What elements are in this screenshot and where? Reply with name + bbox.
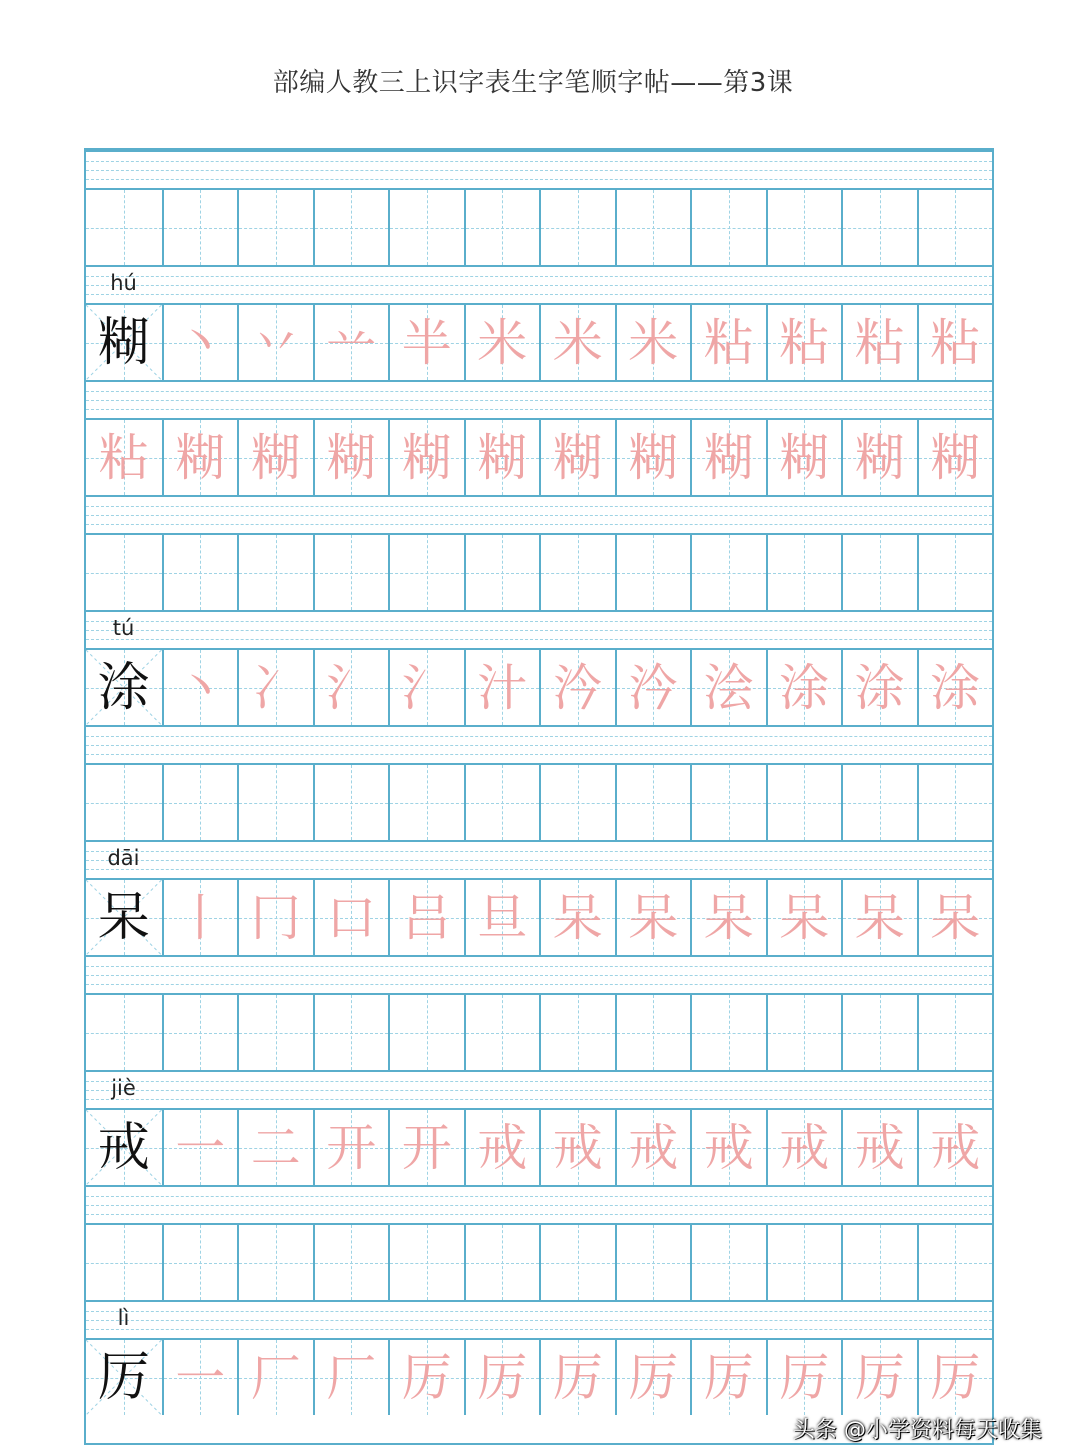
stroke-step: 丨	[175, 888, 226, 947]
practice-cell	[539, 305, 615, 380]
practice-cell	[388, 305, 464, 380]
stroke-step: 米	[552, 313, 603, 372]
model-character-cell	[86, 650, 162, 725]
stroke-step: 呆	[552, 888, 603, 947]
stroke-step: 糊	[326, 428, 377, 487]
practice-cell	[841, 1110, 917, 1185]
practice-cell	[539, 1110, 615, 1185]
practice-cell	[313, 190, 389, 265]
practice-cell	[313, 650, 389, 725]
blank-band	[86, 955, 992, 993]
practice-cell	[615, 535, 691, 610]
practice-cell	[162, 765, 238, 840]
stroke-step: 一	[175, 1118, 226, 1177]
stroke-step: 厉	[779, 1348, 830, 1407]
practice-cell	[237, 995, 313, 1070]
practice-cell	[464, 1340, 540, 1415]
practice-cell	[388, 650, 464, 725]
stroke-step: 厉	[477, 1348, 528, 1407]
practice-cell	[162, 995, 238, 1070]
practice-cell	[388, 880, 464, 955]
practice-cell	[237, 1110, 313, 1185]
stroke-step: 厉	[552, 1348, 603, 1407]
stroke-step: 戒	[628, 1118, 679, 1177]
stroke-step: 厉	[930, 1348, 981, 1407]
practice-cell	[313, 305, 389, 380]
practice-cell	[388, 995, 464, 1070]
practice-cell	[766, 995, 842, 1070]
practice-cell	[237, 190, 313, 265]
stroke-step: 粘	[98, 428, 149, 487]
stroke-step: 丶	[175, 313, 226, 372]
stroke-step: 戒	[854, 1118, 905, 1177]
blank-band	[86, 1185, 992, 1223]
stroke-step: 汵	[552, 658, 603, 717]
model-character: 涂	[97, 657, 150, 718]
practice-cell	[539, 880, 615, 955]
model-character: 戒	[97, 1117, 150, 1178]
practice-cell	[917, 1225, 993, 1300]
practice-cell	[690, 1225, 766, 1300]
stroke-step: 开	[401, 1118, 452, 1177]
model-character-cell	[86, 880, 162, 955]
pinyin-label: dāi	[107, 846, 140, 870]
model-character: 糊	[97, 312, 150, 373]
practice-cell	[162, 420, 238, 495]
practice-cell	[388, 190, 464, 265]
stroke-step: 旦	[477, 888, 528, 947]
stroke-step: 糊	[854, 428, 905, 487]
stroke-step: 糊	[628, 428, 679, 487]
practice-cell	[464, 535, 540, 610]
practice-cell	[539, 1340, 615, 1415]
model-character: 呆	[97, 887, 150, 948]
stroke-step: 呆	[703, 888, 754, 947]
practice-cell	[766, 190, 842, 265]
watermark	[793, 1413, 1042, 1444]
stroke-step: 糊	[250, 428, 301, 487]
practice-cell	[464, 765, 540, 840]
practice-cell	[162, 305, 238, 380]
page-title: 部编人教三上识字表生字笔顺字帖——第3课	[272, 68, 794, 98]
stroke-step: 丷	[250, 313, 301, 372]
practice-cell	[237, 305, 313, 380]
practice-cell	[766, 765, 842, 840]
practice-cell	[464, 995, 540, 1070]
practice-cell	[162, 1340, 238, 1415]
practice-cell	[464, 880, 540, 955]
practice-cell	[615, 880, 691, 955]
practice-cell	[237, 1340, 313, 1415]
stroke-order-row	[86, 648, 992, 725]
practice-cell	[841, 1340, 917, 1415]
practice-cell	[917, 995, 993, 1070]
practice-cell	[766, 420, 842, 495]
practice-cell	[690, 420, 766, 495]
practice-cell	[86, 535, 162, 610]
practice-cell	[615, 190, 691, 265]
blank-practice-row	[86, 188, 992, 265]
stroke-step: 呆	[628, 888, 679, 947]
practice-cell	[539, 650, 615, 725]
practice-cell	[464, 1225, 540, 1300]
stroke-step: 粘	[703, 313, 754, 372]
stroke-order-row	[86, 303, 992, 380]
stroke-step: 粘	[930, 313, 981, 372]
pinyin-label: hú	[110, 271, 137, 295]
practice-cell	[162, 190, 238, 265]
practice-cell	[539, 420, 615, 495]
practice-cell	[615, 765, 691, 840]
stroke-step: 戒	[552, 1118, 603, 1177]
practice-cell	[388, 535, 464, 610]
practice-cell	[766, 650, 842, 725]
practice-cell	[86, 995, 162, 1070]
stroke-step: 汵	[628, 658, 679, 717]
practice-cell	[388, 765, 464, 840]
stroke-step: 氵	[401, 658, 452, 717]
stroke-step: 涂	[854, 658, 905, 717]
watermark-text: 头条 @小学资料每天收集	[793, 1418, 1042, 1443]
stroke-step: 厉	[628, 1348, 679, 1407]
practice-cell	[841, 305, 917, 380]
practice-cell	[313, 1340, 389, 1415]
practice-cell	[841, 765, 917, 840]
stroke-step: 戒	[703, 1118, 754, 1177]
pinyin-band	[86, 840, 992, 878]
pinyin-label: jiè	[111, 1076, 136, 1100]
practice-cell	[313, 1110, 389, 1185]
practice-cell	[539, 995, 615, 1070]
practice-cell	[162, 1110, 238, 1185]
practice-cell	[766, 880, 842, 955]
stroke-step: 呆	[854, 888, 905, 947]
stroke-step: 汁	[477, 658, 528, 717]
practice-cell	[237, 535, 313, 610]
practice-cell	[162, 880, 238, 955]
practice-cell	[162, 1225, 238, 1300]
pinyin-band	[86, 1300, 992, 1338]
practice-grid	[84, 148, 994, 1445]
practice-cell	[539, 190, 615, 265]
blank-band	[86, 150, 992, 188]
practice-cell	[464, 305, 540, 380]
stroke-step: 开	[326, 1118, 377, 1177]
stroke-step: 吕	[401, 888, 452, 947]
practice-cell	[237, 1225, 313, 1300]
stroke-step: 糊	[401, 428, 452, 487]
blank-band	[86, 380, 992, 418]
practice-cell	[313, 420, 389, 495]
practice-cell	[615, 650, 691, 725]
practice-cell	[690, 765, 766, 840]
stroke-step: 糊	[779, 428, 830, 487]
practice-cell	[388, 1225, 464, 1300]
stroke-step: 戒	[930, 1118, 981, 1177]
stroke-step: 糊	[703, 428, 754, 487]
stroke-step: 糊	[477, 428, 528, 487]
practice-cell	[237, 880, 313, 955]
stroke-step: 厂	[326, 1348, 377, 1407]
practice-cell	[615, 995, 691, 1070]
practice-cell	[539, 535, 615, 610]
practice-cell	[388, 1340, 464, 1415]
stroke-step: 戒	[477, 1118, 528, 1177]
practice-cell	[388, 420, 464, 495]
practice-cell	[766, 305, 842, 380]
practice-cell	[766, 1110, 842, 1185]
practice-cell	[917, 420, 993, 495]
stroke-order-row	[86, 1338, 992, 1415]
practice-cell	[841, 650, 917, 725]
practice-cell	[313, 995, 389, 1070]
stroke-order-row	[86, 878, 992, 955]
practice-cell	[917, 880, 993, 955]
practice-cell	[615, 1340, 691, 1415]
stroke-step: 糊	[175, 428, 226, 487]
blank-practice-row	[86, 1223, 992, 1300]
practice-cell	[86, 420, 162, 495]
practice-cell	[539, 1225, 615, 1300]
practice-cell	[313, 535, 389, 610]
pinyin-band	[86, 265, 992, 303]
practice-cell	[766, 1225, 842, 1300]
stroke-step: 厉	[703, 1348, 754, 1407]
practice-cell	[464, 190, 540, 265]
practice-cell	[615, 420, 691, 495]
blank-practice-row	[86, 993, 992, 1070]
practice-cell	[690, 995, 766, 1070]
stroke-step: 浍	[703, 658, 754, 717]
practice-cell	[766, 535, 842, 610]
practice-cell	[690, 1110, 766, 1185]
stroke-order-row-continued	[86, 418, 992, 495]
stroke-step: 米	[628, 313, 679, 372]
stroke-step: 涂	[779, 658, 830, 717]
stroke-step: 冫	[250, 658, 301, 717]
stroke-step: 䒑	[326, 313, 377, 372]
practice-cell	[917, 1110, 993, 1185]
practice-cell	[615, 1225, 691, 1300]
pinyin-band	[86, 1070, 992, 1108]
practice-cell	[917, 190, 993, 265]
stroke-step: 呆	[930, 888, 981, 947]
practice-cell	[86, 190, 162, 265]
stroke-step: 呆	[779, 888, 830, 947]
practice-cell	[841, 880, 917, 955]
stroke-step: 冂	[250, 888, 301, 947]
stroke-step: 厉	[854, 1348, 905, 1407]
stroke-step: 半	[401, 313, 452, 372]
pinyin-band	[86, 610, 992, 648]
stroke-step: 二	[250, 1118, 301, 1177]
practice-cell	[917, 650, 993, 725]
practice-cell	[690, 1340, 766, 1415]
practice-cell	[615, 305, 691, 380]
practice-cell	[615, 1110, 691, 1185]
model-character: 厉	[97, 1347, 150, 1408]
pinyin-label: lì	[117, 1306, 130, 1330]
practice-cell	[690, 535, 766, 610]
practice-cell	[313, 1225, 389, 1300]
practice-cell	[690, 650, 766, 725]
practice-cell	[766, 1340, 842, 1415]
practice-cell	[841, 995, 917, 1070]
practice-cell	[237, 420, 313, 495]
practice-cell	[86, 1225, 162, 1300]
stroke-step: 厉	[401, 1348, 452, 1407]
practice-cell	[917, 765, 993, 840]
stroke-step: 一	[175, 1348, 226, 1407]
practice-cell	[237, 765, 313, 840]
practice-cell	[917, 305, 993, 380]
stroke-step: 丶	[175, 658, 226, 717]
practice-cell	[162, 535, 238, 610]
practice-cell	[237, 650, 313, 725]
blank-band	[86, 495, 992, 533]
practice-cell	[841, 420, 917, 495]
practice-cell	[86, 765, 162, 840]
practice-cell	[841, 535, 917, 610]
model-character-cell	[86, 1110, 162, 1185]
stroke-step: 戒	[779, 1118, 830, 1177]
practice-cell	[313, 880, 389, 955]
blank-practice-row	[86, 533, 992, 610]
practice-cell	[690, 880, 766, 955]
stroke-step: 氵	[326, 658, 377, 717]
model-character-cell	[86, 1340, 162, 1415]
practice-cell	[539, 765, 615, 840]
stroke-step: 口	[326, 888, 377, 947]
stroke-step: 糊	[552, 428, 603, 487]
practice-cell	[388, 1110, 464, 1185]
practice-cell	[313, 765, 389, 840]
stroke-step: 米	[477, 313, 528, 372]
stroke-step: 涂	[930, 658, 981, 717]
stroke-step: 粘	[779, 313, 830, 372]
practice-cell	[841, 190, 917, 265]
stroke-step: 厂	[250, 1348, 301, 1407]
practice-cell	[690, 305, 766, 380]
pinyin-label: tú	[112, 616, 135, 640]
blank-practice-row	[86, 763, 992, 840]
practice-cell	[464, 420, 540, 495]
stroke-step: 粘	[854, 313, 905, 372]
stroke-order-row	[86, 1108, 992, 1185]
blank-band	[86, 725, 992, 763]
practice-cell	[690, 190, 766, 265]
stroke-step: 糊	[930, 428, 981, 487]
practice-cell	[841, 1225, 917, 1300]
practice-cell	[162, 650, 238, 725]
practice-cell	[917, 1340, 993, 1415]
practice-cell	[464, 650, 540, 725]
practice-cell	[464, 1110, 540, 1185]
model-character-cell	[86, 305, 162, 380]
practice-cell	[917, 535, 993, 610]
